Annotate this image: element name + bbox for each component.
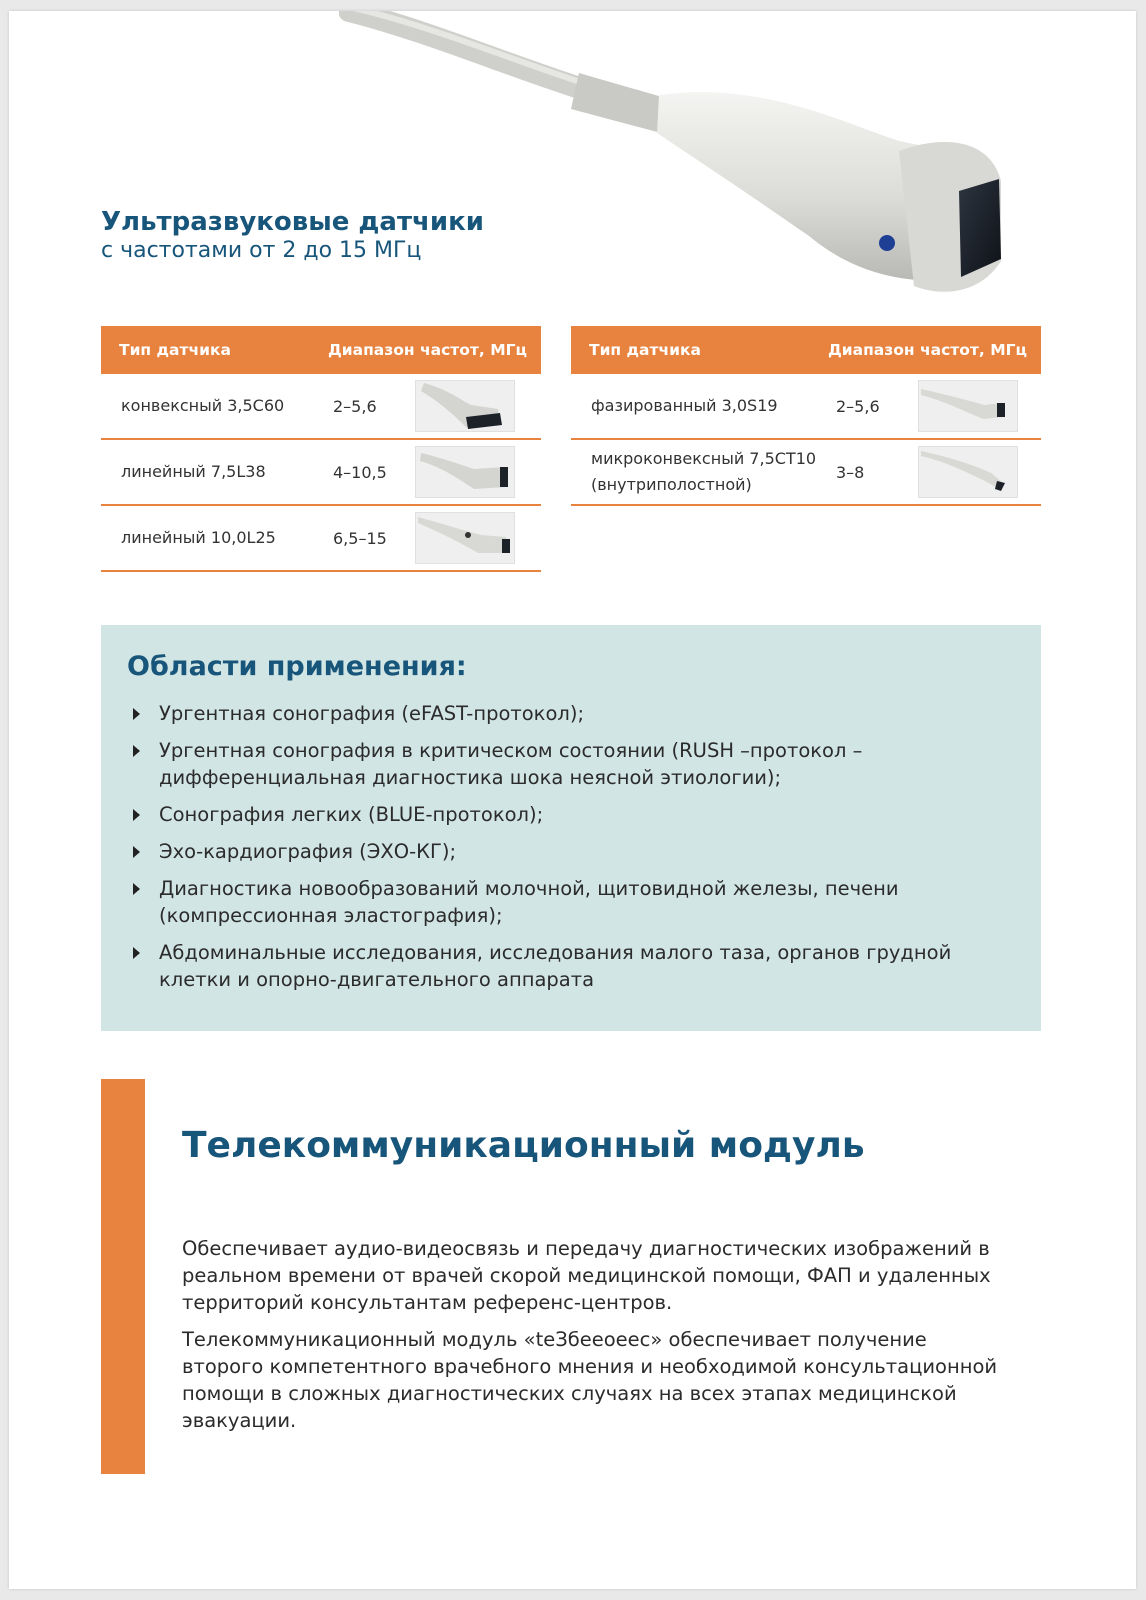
list-item: Диагностика новообразований молочной, щитовидной железы, печени (компрессионная эластография); — [127, 875, 1015, 929]
probe-range: 2–5,6 — [836, 396, 880, 416]
accent-bar — [101, 1079, 145, 1474]
triangle-bullet-icon — [133, 883, 140, 895]
applications-title: Области применения: — [127, 651, 467, 682]
paragraph: Обеспечивает аудио-видеосвязь и передачу диагностических изображений в реальном времени от врачей скорой медицинской помощи, ФАП и удаленных территорий консультантам референс-центров. — [182, 1237, 991, 1314]
col-range-header: Диапазон частот, МГц — [327, 341, 527, 359]
section-title: Телекоммуникационный модуль — [182, 1125, 865, 1166]
list-item: Сонография легких (BLUE-протокол); — [127, 801, 1015, 828]
convex-probe-thumbnail — [415, 380, 515, 432]
table-header — [571, 326, 1041, 374]
applications-panel — [101, 625, 1041, 1031]
table-header — [101, 326, 541, 374]
col-type-header: Тип датчика — [119, 341, 231, 359]
probe-range: 3–8 — [836, 462, 865, 482]
probe-type: линейный 10,0L25 — [121, 528, 276, 547]
list-item: Ургентная сонография (eFAST-протокол); — [127, 700, 1015, 727]
triangle-bullet-icon — [133, 846, 140, 858]
table-row — [571, 440, 1041, 506]
col-type-header: Тип датчика — [589, 341, 701, 359]
paragraph: Телекоммуникационный модуль «teЗбееоеес» обеспечивает получение второго компетентного врачебного мнения и необходимой консультационной помощи в сложных диагностических случаях на всех этапах медицинской эвакуации. — [182, 1328, 998, 1432]
list-item: Эхо-кардиография (ЭХО-КГ); — [127, 838, 1015, 865]
table-row — [101, 506, 541, 572]
triangle-bullet-icon — [133, 708, 140, 720]
list-item: Ургентная сонография в критическом состоянии (RUSH –протокол – дифференциальная диагностика шока неясной этиологии); — [127, 737, 1015, 791]
linear-probe-thumbnail — [415, 512, 515, 564]
triangle-bullet-icon — [133, 745, 140, 757]
probe-range: 4–10,5 — [333, 462, 387, 482]
triangle-bullet-icon — [133, 947, 140, 959]
intracavity-probe-thumbnail — [918, 446, 1018, 498]
list-item: Абдоминальные исследования, исследования малого таза, органов грудной клетки и опорно-двигательного аппарата — [127, 939, 1015, 993]
col-range-header: Диапазон частот, МГц — [827, 341, 1027, 359]
probe-type: линейный 7,5L38 — [121, 462, 266, 481]
applications-list — [127, 700, 1015, 993]
document-page — [9, 11, 1136, 1589]
triangle-bullet-icon — [133, 809, 140, 821]
table-row — [101, 440, 541, 506]
table-row — [571, 374, 1041, 440]
probe-range: 2–5,6 — [333, 396, 377, 416]
page-subtitle: с частотами от 2 до 15 МГц — [101, 238, 422, 263]
table-row — [101, 374, 541, 440]
phased-probe-thumbnail — [918, 380, 1018, 432]
linear-probe-thumbnail — [415, 446, 515, 498]
probe-type: микроконвексный 7,5СТ10 (внутриполостной) — [591, 449, 817, 494]
probe-table-left — [101, 326, 541, 572]
probe-type: конвексный 3,5С60 — [121, 396, 285, 415]
page-title: Ультразвуковые датчики — [101, 207, 484, 237]
title-block — [101, 207, 484, 265]
probe-range: 6,5–15 — [333, 528, 387, 548]
probe-type: фазированный 3,0S19 — [591, 396, 778, 415]
probe-table-right — [571, 326, 1041, 506]
section-body — [182, 1235, 1012, 1444]
ultrasound-probe-image — [339, 11, 1059, 321]
